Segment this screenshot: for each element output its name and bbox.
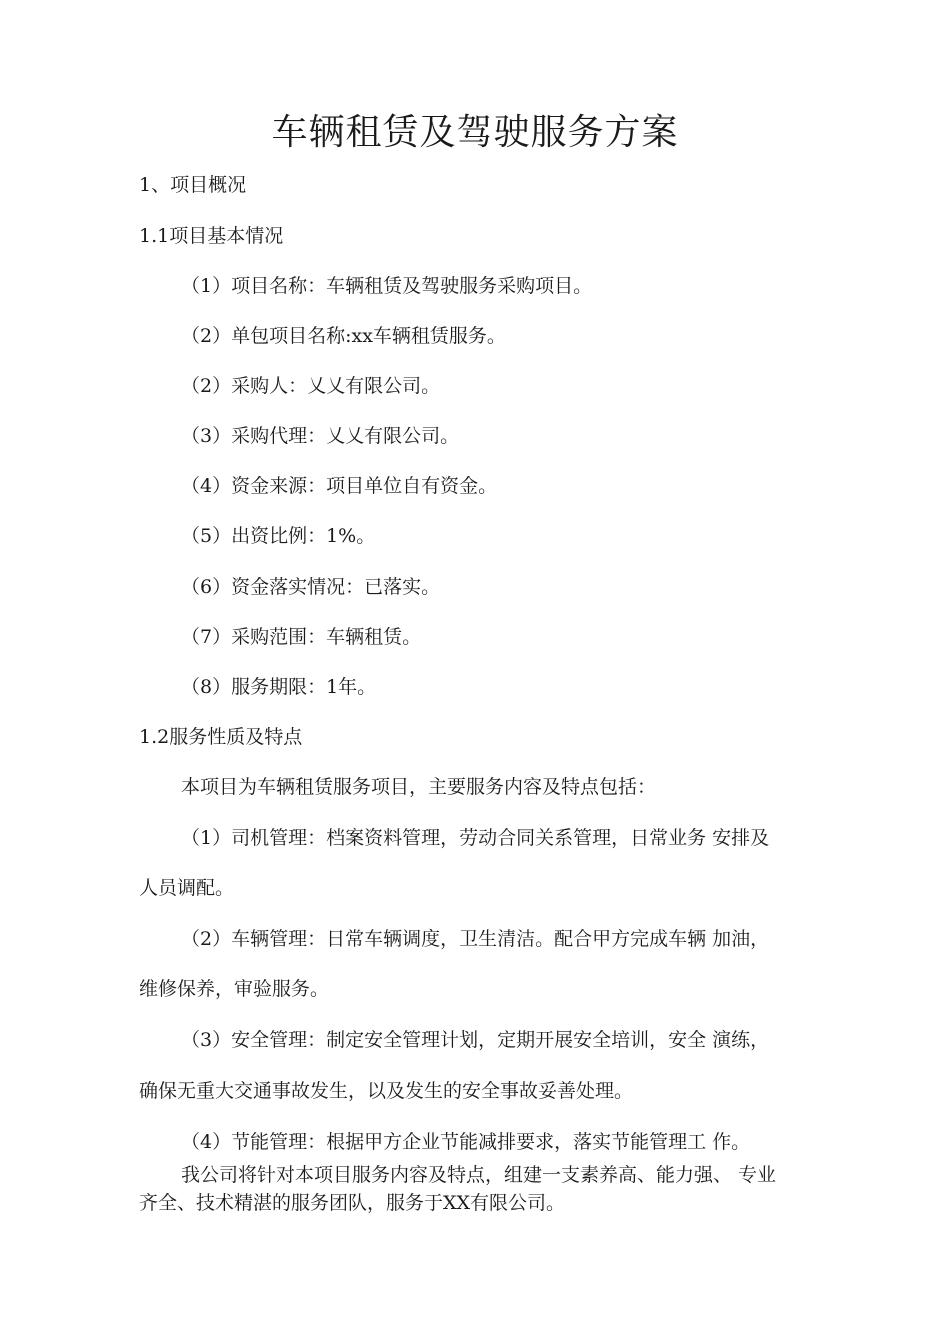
section-heading-1-2: 1.2服务性质及特点	[139, 726, 303, 748]
driver-management-line1: （1）司机管理：档案资料管理，劳动合同关系管理，日常业务 安排及	[181, 827, 770, 849]
list-item-scope: （7）采购范围：车辆租赁。	[181, 626, 422, 648]
safety-management-line1: （3）安全管理：制定安全管理计划，定期开展安全培训，安全 演练，	[181, 1029, 770, 1051]
closing-paragraph-line1: 我公司将针对本项目服务内容及特点，组建一支素养高、能力强、 专业	[181, 1164, 777, 1186]
list-item-funding-ratio: （5）出资比例：1%。	[181, 525, 376, 547]
vehicle-management-line1: （2）车辆管理：日常车辆调度，卫生清洁。配合甲方完成车辆 加油，	[181, 928, 770, 950]
closing-paragraph-line2: 齐全、技术精湛的服务团队，服务于XX有限公司。	[139, 1192, 566, 1214]
list-item-project-name: （1）项目名称：车辆租赁及驾驶服务采购项目。	[181, 275, 593, 297]
document-title: 车辆租赁及驾驶服务方案	[271, 112, 679, 153]
section-heading-1-1: 1.1项目基本情况	[139, 225, 284, 247]
safety-management-line2: 确保无重大交通事故发生，以及发生的安全事故妥善处理。	[139, 1080, 634, 1102]
list-item-service-period: （8）服务期限：1年。	[181, 676, 377, 698]
list-item-purchaser: （2）采购人：乂乂有限公司。	[181, 375, 441, 397]
energy-management-paragraph: （4）节能管理：根据甲方企业节能减排要求，落实节能管理工 作。	[181, 1131, 751, 1153]
list-item-fund-status: （6）资金落实情况：已落实。	[181, 576, 441, 598]
list-item-package-name: （2）单包项目名称:xx车辆租赁服务。	[181, 325, 506, 347]
intro-paragraph: 本项目为车辆租赁服务项目，主要服务内容及特点包括：	[181, 776, 657, 798]
driver-management-line2: 人员调配。	[139, 877, 235, 899]
vehicle-management-line2: 维修保养，审验服务。	[139, 978, 330, 1000]
section-heading-1: 1、项目概况	[139, 174, 247, 196]
list-item-agent: （3）采购代理：乂乂有限公司。	[181, 425, 460, 447]
list-item-fund-source: （4）资金来源：项目单位自有资金。	[181, 475, 498, 497]
